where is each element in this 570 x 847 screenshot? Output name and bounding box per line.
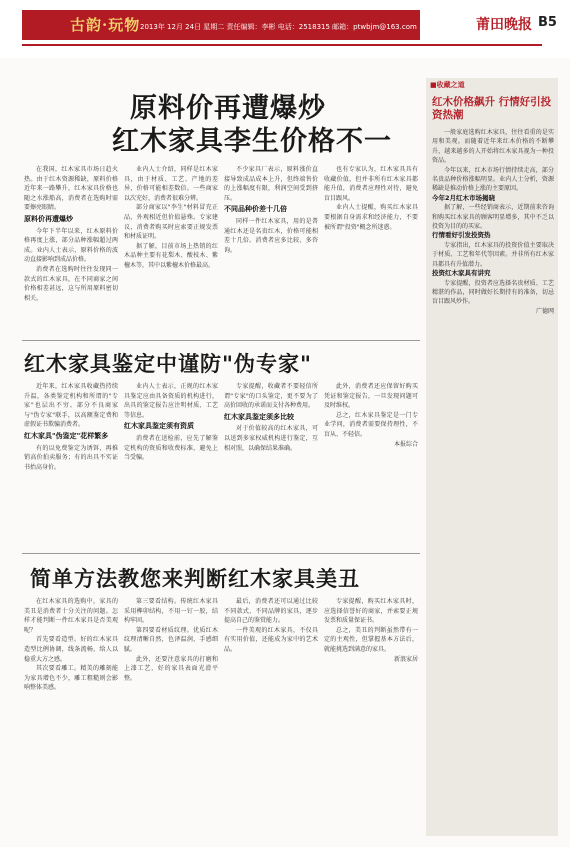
paragraph: 总之，美丑的判断虽然带有一定的主观性，但掌握基本方法后，就能挑选到满意的家具。 (324, 626, 418, 653)
paragraph: 消费者在送检前，应先了解鉴定机构的资质和收费标准，避免上当受骗。 (124, 434, 218, 462)
section-slogan: 古韵·玩物 (70, 16, 141, 34)
paragraph: 在红木家具的选购中，家具的美丑是消费者十分关注的问题。怎样才能判断一件红木家具是否美观呢？ (24, 598, 118, 634)
subheading: 行情看好引发投资热 (432, 231, 491, 240)
paragraph: 总之，红木家具鉴定是一门专业学问，消费者需要保持理性，不盲从、不轻信。 (324, 411, 418, 438)
paragraph: 其次要看雕工。精美的雕刻能为家具增色不少，雕工粗糙则会影响整体美感。 (24, 665, 118, 692)
paragraph: 今年以来，红木市场行情持续走高，部分名贵品种价格涨幅明显。业内人士分析，资源稀缺是推动价格上涨的主要原因。 (432, 166, 554, 193)
paragraph: 第三要看结构。传统红木家具采用榫卯结构，不用一钉一胶，结构牢固。 (124, 598, 218, 625)
paragraph: 专家提醒，收藏者不要轻信所谓"专家"的口头鉴定，更不要为了高价回收的承诺而支付各种费用。 (224, 383, 318, 410)
paragraph: 业内人士表示，正规的红木家具鉴定应由具备资质的机构进行，出具的鉴定报告应注明材质、工艺等信息。 (124, 383, 218, 419)
divider (22, 340, 420, 341)
page-number: B5 (538, 15, 557, 30)
subheading: 原料价再遭爆炒 (24, 214, 73, 223)
paragraph: 近年来，红木家具收藏热持续升温，各类鉴定机构和所谓的"专家"也层出不穷。部分不良商家与"伪专家"联手，以高额鉴定费和虚假证书欺骗消费者。 (24, 383, 118, 429)
masthead-rule (22, 44, 542, 46)
paragraph: 业内人士介绍，同样是红木家具，由于材质、工艺、产地的差异，价格可能相差数倍。一些商家以次充好，消费者很难分辨。 (124, 166, 218, 202)
article2-column-1 (24, 382, 118, 542)
paragraph: 部分商家以"李生"材料冒充正品，外观相近但价值悬殊。专家建议，消费者购买时应索要正规发票和材质证明。 (124, 204, 218, 241)
paragraph: 一般家庭选购红木家具，往往看重的是实用和美观。而随着近年来红木价格的不断攀升，越来越多的人开始将红木家具视为一种投资品。 (432, 129, 554, 165)
sidebar-title: 红木价格飙升 行情好引投资热潮 (432, 96, 552, 121)
subheading: 今年2月红木市场揭晓 (432, 193, 496, 202)
article-credit: 本报综合 (393, 440, 418, 448)
article1-title-line2: 红木家具李生价格不一 (112, 126, 392, 157)
paragraph: 专家提醒，投资者应选择名贵材质、工艺精湛的作品，同时做好长期持有的准备，切忌盲目跟风炒作。 (432, 279, 554, 306)
paragraph: 不少家具厂表示，原料涨价直接导致成品成本上升，但终端售价的上涨幅度有限，利润空间受到挤压。 (224, 166, 318, 202)
paragraph: 有的以免费鉴定为诱饵，再推销高价拍卖服务；有的出具不实证书抬高身价。 (24, 444, 118, 471)
paragraph: 据了解，目前市场上热销的红木品种主要有花梨木、酸枝木、紫檀木等，其中以紫檀木价格最高。 (124, 242, 218, 269)
paragraph: 对于价值较高的红木家具，可以送到多家权威机构进行鉴定，互相对照，以确保结果准确。 (224, 425, 318, 452)
sidebar-body (432, 128, 554, 828)
paragraph: 第四要看材质纹理。优质红木纹理清晰自然，色泽温润，手感细腻。 (124, 626, 218, 653)
paragraph: 此外，消费者还应保留好购买凭证和鉴定报告，一旦发现问题可及时维权。 (324, 383, 418, 410)
article2-column-2 (124, 382, 218, 542)
article-credit: 新浪家居 (393, 655, 418, 663)
article1-column-1 (24, 165, 118, 333)
subheading: 红木家具鉴定须有资质 (124, 422, 194, 431)
subheading: 红木家具鉴定须多比较 (224, 412, 294, 421)
paragraph: 据了解，一些经销商表示，近期前来咨询和购买红木家具的顾客明显增多，其中不乏以投资为目的的买家。 (432, 204, 554, 231)
paragraph: 专家指出，红木家具的投资价值主要取决于材质、工艺和年代等因素。并非所有红木家具都具有升值潜力。 (432, 241, 554, 268)
article3-column-4 (324, 597, 418, 833)
article1-column-4 (324, 165, 418, 333)
paragraph: 业内人士提醒，购买红木家具要根据自身需求和经济能力，不要被所谓"投资"概念所迷惑。 (324, 204, 418, 231)
paragraph: 同样一件红木家具，用的是普通红木还是名贵红木，价格可能相差十几倍。消费者应多比较、多咨询。 (224, 217, 318, 254)
paragraph: 在我国，红木家具市场日趋火热。由于红木资源稀缺，原料价格近年来一路攀升，红木家具价格也随之水涨船高，消费者在选购时需要擦亮眼睛。 (24, 166, 118, 212)
article1-column-2 (124, 165, 218, 333)
sidebar-credit: 广德网 (535, 307, 554, 315)
paragraph: 一件美观的红木家具，不仅具有实用价值，还能成为家中的艺术品。 (224, 626, 318, 653)
paragraph: 也有专家认为，红木家具具有收藏价值，但并非所有红木家具都能升值，消费者应理性对待，避免盲目跟风。 (324, 166, 418, 202)
article3-column-2 (124, 597, 218, 833)
sidebar-section-tag: ■收藏之道 (430, 81, 465, 89)
article1-column-3 (224, 165, 318, 333)
newspaper-logo: 莆田晚报 (476, 17, 532, 33)
article3-column-1 (24, 597, 118, 833)
paragraph: 消费者在选购时往往发现同一款式的红木家具，在不同商家之间价格相差甚远，这与所用原料密切相关。 (24, 265, 118, 302)
paragraph: 今年下半年以来，红木原料价格再度上涨，部分品种涨幅超过两成。业内人士表示，原料价格的波动直接影响到成品价格。 (24, 227, 118, 264)
subheading: 投资红木家具有讲究 (432, 269, 491, 278)
paragraph: 最后，消费者还可以通过比较不同款式、不同品牌的家具，逐步提高自己的鉴赏能力。 (224, 598, 318, 625)
masthead (0, 0, 570, 58)
article1-title-line1: 原料价再遭爆炒 (130, 93, 326, 124)
paragraph: 首先要看造型。好的红木家具造型比例协调，线条流畅，给人以稳重大方之感。 (24, 636, 118, 663)
subheading: 红木家具"伪鉴定"花样繁多 (24, 431, 109, 440)
article2-column-3 (224, 382, 318, 542)
divider (22, 553, 420, 554)
article2-title: 红木家具鉴定中谨防"伪专家" (24, 351, 312, 376)
article3-column-3 (224, 597, 318, 833)
article3-title: 简单方法教您来判断红木家具美丑 (30, 566, 360, 591)
issue-info: 2013年 12月 24日 星期二 责任编辑：李彬 电话：2518315 邮箱：ptwbjm@163.com (140, 23, 417, 31)
paragraph: 此外，还要注意家具的打磨和上漆工艺，好的家具表面光滑平整。 (124, 655, 218, 682)
article2-column-4 (324, 382, 418, 542)
subheading: 不同品种价差十几倍 (224, 205, 287, 214)
paragraph: 专家提醒，购买红木家具时，应选择信誉好的商家，并索要正规发票和质量保证书。 (324, 598, 418, 625)
